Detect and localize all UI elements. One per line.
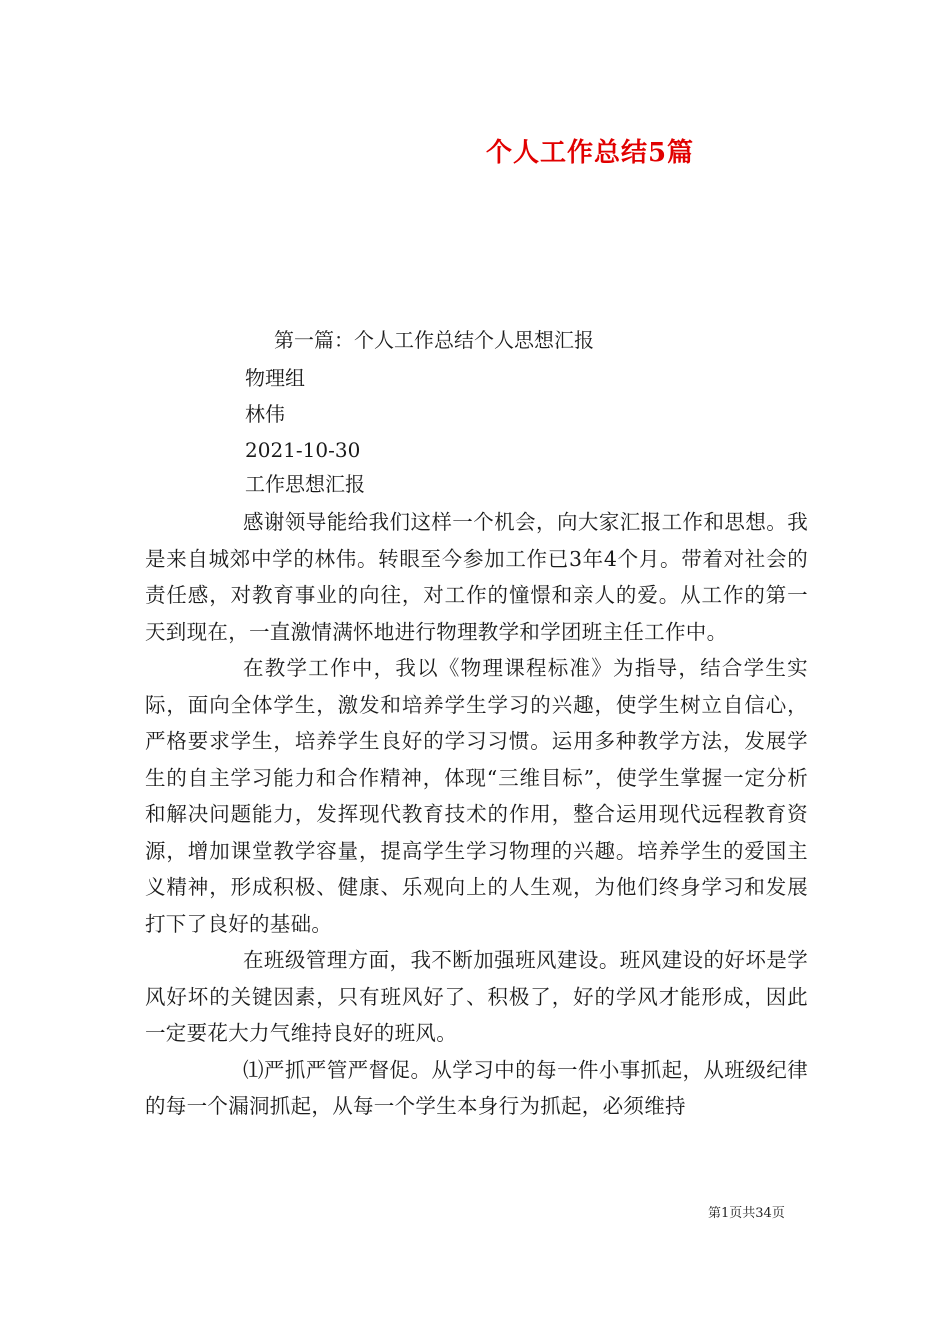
meta-author: 林伟 xyxy=(245,402,285,426)
meta-group: 物理组 xyxy=(245,366,305,390)
body-text xyxy=(145,504,808,1125)
paragraph-4: ⑴严抓严管严督促。从学习中的每一件小事抓起，从班级纪律的每一个漏洞抓起，从每一个学生本身行为抓起，必须维持 xyxy=(145,1057,808,1118)
document-title: 个人工作总结5篇 xyxy=(485,138,695,168)
page-number: 第1页共34页 xyxy=(708,1206,785,1221)
meta-report-title: 工作思想汇报 xyxy=(245,472,365,496)
paragraph-3: 在班级管理方面，我不断加强班风建设。班风建设的好坏是学风好坏的关键因素，只有班风好了、积极了，好的学风才能形成，因此一定要花大力气维持良好的班风。 xyxy=(145,948,808,1045)
meta-date: 2021-10-30 xyxy=(245,438,361,462)
paragraph-1: 感谢领导能给我们这样一个机会，向大家汇报工作和思想。我是来自城郊中学的林伟。转眼至今参加工作已3年4个月。带着对社会的责任感，对教育事业的向往，对工作的憧憬和亲人的爱。从工作的第一天到现在，一直激情满怀地进行物理教学和学团班主任工作中。 xyxy=(145,510,808,644)
section-heading: 第一篇：个人工作总结个人思想汇报 xyxy=(274,328,594,352)
paragraph-2: 在教学工作中，我以《物理课程标准》为指导，结合学生实际，面向全体学生，激发和培养学生学习的兴趣，使学生树立自信心，严格要求学生，培养学生良好的学习习惯。运用多种教学方法，发展学生的自主学习能力和合作精神，体现“三维目标”，使学生掌握一定分析和解决问题能力，发挥现代教育技术的作用，整合运用现代远程教育资源，增加课堂教学容量，提高学生学习物理的兴趣。培养学生的爱国主义精神，形成积极、健康、乐观向上的人生观，为他们终身学习和发展打下了良好的基础。 xyxy=(145,656,808,936)
